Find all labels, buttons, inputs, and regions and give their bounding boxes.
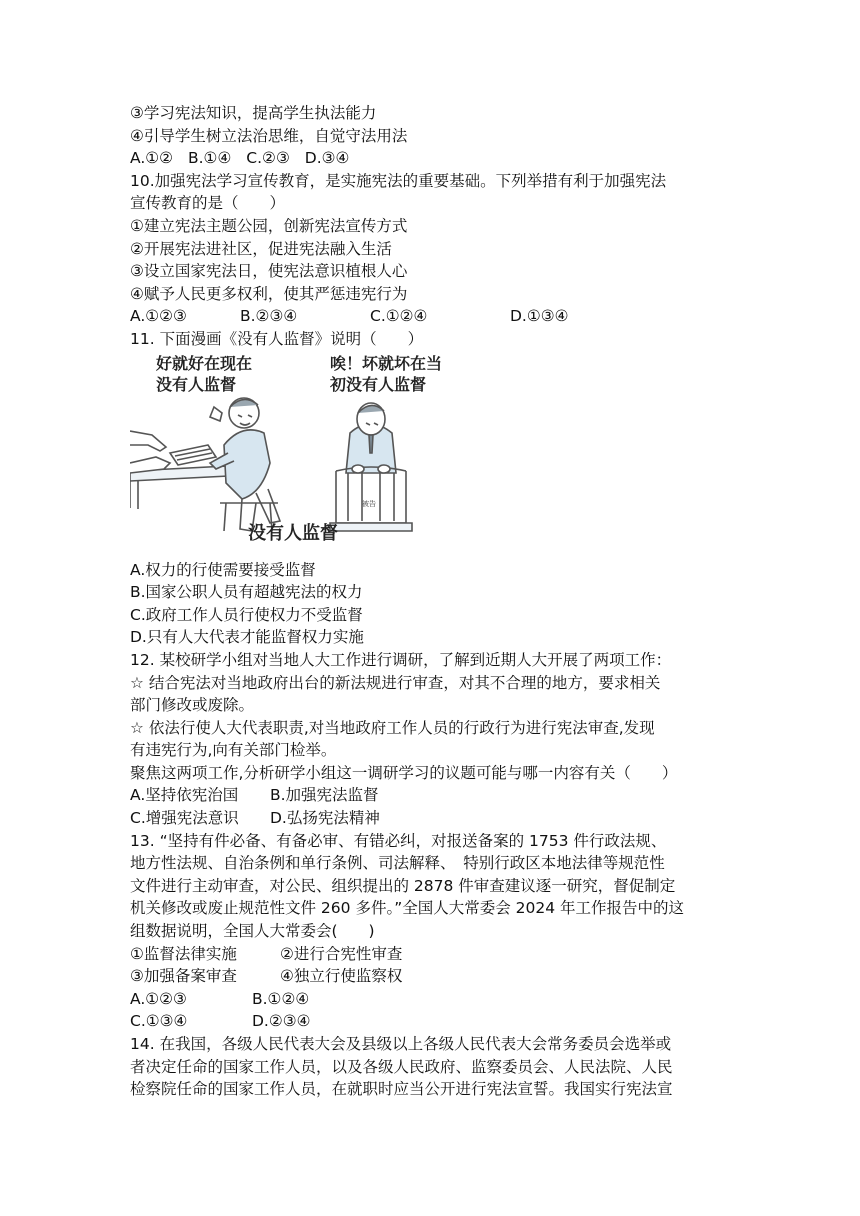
q10-option-a: A.①②③: [130, 307, 187, 326]
q12-work2-line1: ☆ 依法行使人大代表职责,对当地政府工作人员的行政行为进行宪法审查,发现: [130, 718, 655, 737]
cartoon-dock-label: 被告: [362, 499, 376, 508]
q13-line5: 组数据说明，全国人大常委会( ): [130, 922, 375, 941]
q11-option-a: A.权力的行使需要接受监督: [130, 560, 316, 579]
q12-option-d: D.弘扬宪法精神: [270, 809, 380, 828]
q13-option-a: A.①②③: [130, 989, 187, 1008]
exam-page: [130, 102, 740, 1101]
q11-option-c: C.政府工作人员行使权力不受监督: [130, 605, 363, 624]
q10-stem-line1: 10.加强宪法学习宣传教育，是实施宪法的重要基础。下列举措有利于加强宪法: [130, 171, 667, 190]
q13-items-row2: [130, 965, 740, 988]
q12-work1-line2: 部门修改或废除。: [130, 696, 255, 715]
cartoon-title: 没有人监督: [248, 522, 338, 544]
q10-stem-line2: 宣传教育的是（ ）: [130, 194, 286, 213]
q10-item-2: ②开展宪法进社区，促进宪法融入生活: [130, 239, 392, 258]
q12-option-c: C.增强宪法意识: [130, 809, 239, 828]
q13-item-3: ③加强备案审查: [130, 967, 237, 986]
q14-line3: 检察院任命的国家工作人员，在就职时应当公开进行宪法宣誓。我国实行宪法宣: [130, 1080, 673, 1099]
cartoon-caption-left-line1: 好就好在现在: [156, 353, 253, 373]
cartoon-caption-right-line2: 初没有人监督: [330, 374, 427, 394]
cartoon-caption-right-line1: 唉！坏就坏在当: [330, 353, 443, 373]
q10-item-4: ④赋予人民更多权利，使其严惩违宪行为: [130, 284, 408, 303]
q10-option-c: C.①②④: [370, 307, 428, 326]
q11-option-d: D.只有人大代表才能监督权力实施: [130, 628, 364, 647]
q13-line4: 机关修改或废止规范性文件 260 多件。”全国人大常委会 2024 年工作报告中的这: [130, 899, 685, 918]
cartoon-no-supervision: [130, 353, 740, 553]
q13-item-2: ②进行合宪性审查: [280, 944, 403, 963]
q11-stem: 11. 下面漫画《没有人监督》说明（ ）: [130, 329, 424, 348]
q12-question: 聚焦这两项工作,分析研学小组这一调研学习的议题可能与哪一内容有关（ ）: [130, 763, 678, 782]
q12-work1-line1: ☆ 结合宪法对当地政府出台的新法规进行审查，对其不合理的地方，要求相关: [130, 673, 661, 692]
cartoon-caption-right: [330, 353, 442, 395]
q12-option-b: B.加强宪法监督: [270, 786, 379, 805]
cartoon-caption-left-line2: 没有人监督: [156, 374, 237, 394]
q13-item-1: ①监督法律实施: [130, 944, 237, 963]
q9-option-a: A.①②: [130, 149, 174, 168]
q13-line1: 13. “坚持有件必备、有备必审、有错必纠，对报送备案的 1753 件行政法规、: [130, 831, 667, 850]
q12-options-row1: [130, 784, 740, 807]
q9-item-3: ③学习宪法知识，提高学生执法能力: [130, 104, 377, 122]
q10-option-d: D.①③④: [510, 307, 569, 326]
q14-line1: 14. 在我国，各级人民代表大会及县级以上各级人民代表大会常务委员会选举或: [130, 1035, 672, 1053]
q12-options-row2: [130, 807, 740, 830]
q10-options: [130, 305, 740, 328]
q9-option-c: C.②③: [246, 149, 290, 168]
q9-options: [130, 147, 740, 170]
q13-item-4: ④独立行使监察权: [280, 967, 403, 986]
q13-line2: 地方性法规、自治条例和单行条例、司法解释、 特别行政区本地法律等规范性: [130, 854, 665, 873]
q12-option-a: A.坚持依宪治国: [130, 786, 239, 805]
q12-work2-line2: 有违宪行为,向有关部门检举。: [130, 741, 337, 760]
q13-items-row1: [130, 943, 740, 966]
q9-option-d: D.③④: [304, 149, 350, 168]
q14-line2: 者决定任命的国家工作人员，以及各级人民政府、监察委员会、人民法院、人民: [130, 1057, 673, 1076]
q13-option-c: C.①③④: [130, 1012, 188, 1031]
q13-option-d: D.②③④: [252, 1012, 311, 1031]
q13-options-row1: [130, 988, 740, 1011]
q9-option-b: B.①④: [188, 149, 232, 168]
q11-option-b: B.国家公职人员有超越宪法的权力: [130, 583, 363, 602]
q10-option-b: B.②③④: [240, 307, 298, 326]
q13-options-row2: [130, 1010, 740, 1033]
q10-item-1: ①建立宪法主题公园，创新宪法宣传方式: [130, 216, 408, 235]
q13-line3: 文件进行主动审查，对公民、组织提出的 2878 件审查建议逐一研究，督促制定: [130, 876, 676, 895]
cartoon-caption-left: [156, 353, 252, 395]
q12-stem: 12. 某校研学小组对当地人大工作进行调研，了解到近期人大开展了两项工作：: [130, 650, 672, 669]
q13-option-b: B.①②④: [252, 989, 310, 1008]
q9-item-4: ④引导学生树立法治思维，自觉守法用法: [130, 126, 408, 145]
q10-item-3: ③设立国家宪法日，使宪法意识植根人心: [130, 262, 408, 281]
